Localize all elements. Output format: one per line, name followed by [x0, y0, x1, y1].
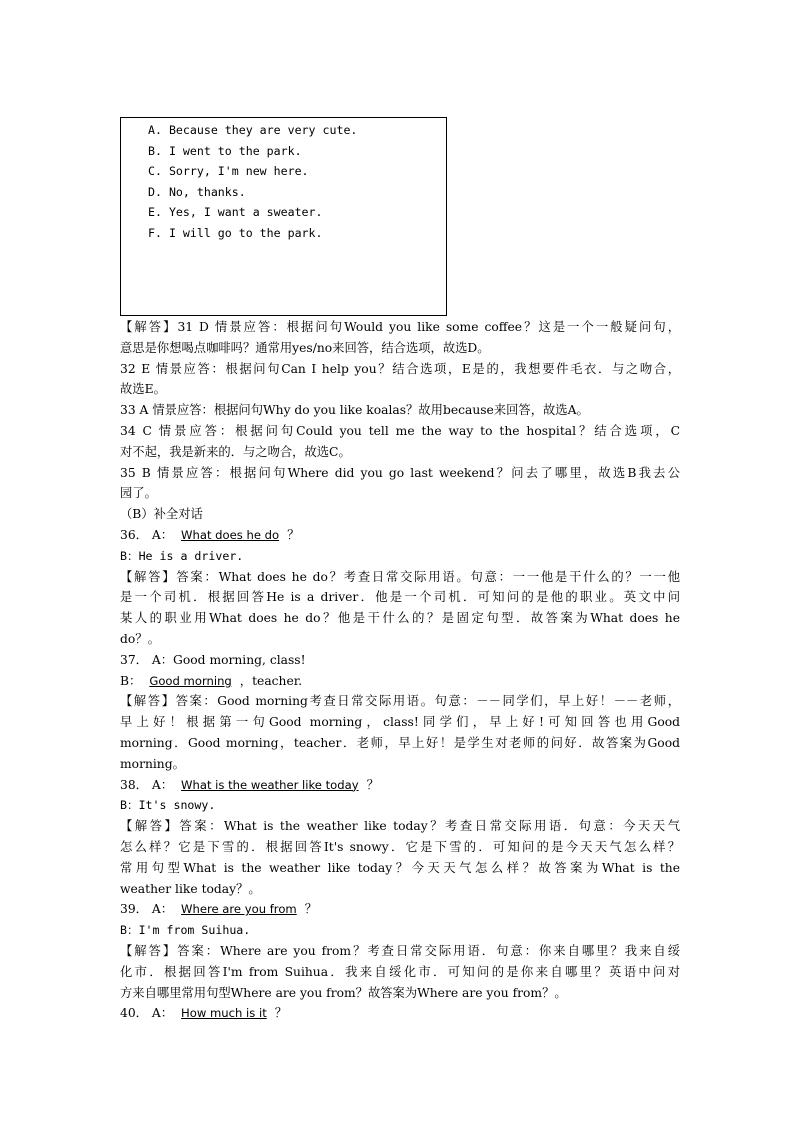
question-36 [120, 525, 680, 546]
answer-35-line-2: 园了。 [120, 486, 157, 501]
q38-suffix: ？ [366, 777, 379, 792]
q36-answer-blank: What does he do [181, 527, 280, 542]
explain-38-line-1: 【解答】答案：What is the weather like today？考查日常交际用语．句意：今天天气 [120, 819, 680, 834]
question-37: 37． A：Good morning, class! [120, 652, 306, 667]
q37-answer-blank: Good morning [149, 673, 232, 688]
q37-suffix: ，teacher. [239, 673, 303, 688]
question-38 [120, 775, 680, 796]
answer-34-line-1: 34 C 情景应答：根据问句Could you tell me the way to the hospital？结合选项，C [120, 423, 680, 438]
explain-37-line-1: 【解答】答案：Good morning考查日常交际用语。句意：－－同学们，早上好！－－老师， [120, 694, 680, 709]
explain-37-line-4: morning。 [120, 756, 185, 771]
answer-33-line: 33 A 情景应答：根据问句Why do you like koalas？故用because来回答，故选A。 [120, 403, 589, 418]
q36-suffix: ？ [287, 527, 300, 542]
explain-36-line-1: 【解答】答案：What does he do？考查日常交际用语。句意：一一他是干什么的？一一他 [120, 569, 680, 584]
q39-suffix: ？ [304, 902, 318, 917]
q36-prefix: 36． A： [120, 527, 174, 542]
q38-reply: B：It's snowy. [120, 798, 216, 813]
q37-prefix: B： [120, 673, 142, 688]
q39-prefix: 39． A： [120, 902, 174, 917]
q38-prefix: 38． A： [120, 777, 174, 792]
option-f: F. I will go to the park. [148, 225, 323, 240]
q40-answer-blank: How much is it [181, 1006, 267, 1021]
answer-32-line-2: 故选E。 [120, 382, 166, 397]
q36-reply: B：He is a driver. [120, 548, 244, 563]
q40-suffix: ？ [274, 1006, 288, 1021]
explain-36-line-2: 是一个司机．根据回答He is a driver．他是一个司机．可知问的是他的职业。英文中问 [120, 590, 680, 605]
option-a: A. Because they are very cute. [148, 123, 358, 137]
explain-39-line-3: 方来自哪里常用句型Where are you from？故答案为Where are you from？。 [120, 985, 567, 1000]
explain-39-line-2: 化市．根据回答I'm from Suihua．我来自绥化市．可知问的是你来自哪里？英语中问对 [120, 964, 680, 979]
explain-36-line-3: 某人的职业用What does he do？他是干什么的？是固定句型．故答案为What does he [120, 611, 680, 626]
q37-reply [120, 671, 680, 692]
answer-34-line-2: 对不起，我是新来的．与之吻合，故选C。 [120, 444, 351, 459]
explain-38-line-3: 常用句型What is the weather like today？今天天气怎么样？故答案为What is the [120, 860, 680, 875]
explain-38-line-2: 怎么样？它是下雪的．根据回答It's snowy．它是下雪的．可知问的是今天天气怎么样？ [120, 839, 680, 854]
option-d: D. No, thanks. [148, 184, 246, 199]
explain-39-line-1: 【解答】答案：Where are you from？考查日常交际用语．句意：你来自哪里？我来自绥 [120, 943, 680, 958]
answer-31-line-1: 【解答】31 D 情景应答：根据问句Would you like some coffee？这是一个一般疑问句， [120, 320, 680, 334]
answer-content [120, 317, 680, 1024]
q39-answer-blank: Where are you from [181, 902, 297, 917]
question-40 [120, 1003, 680, 1024]
section-b-heading: （B）补全对话 [120, 507, 203, 522]
explain-37-line-2: 早上好！根据第一句Good morning，class!同学们，早上好!可知回答也用Good [120, 715, 680, 730]
q40-prefix: 40． A： [120, 1006, 174, 1021]
question-39 [120, 899, 680, 920]
explain-37-line-3: morning．Good morning，teacher．老师，早上好！是学生对老师的问好．故答案为Good [120, 735, 680, 750]
options-box [120, 117, 447, 316]
q38-answer-blank: What is the weather like today [181, 777, 359, 792]
answer-35-line-1: 35 B 情景应答：根据问句Where did you go last weekend？问去了哪里，故选B我去公 [120, 465, 680, 480]
q39-reply: B：I'm from Suihua. [120, 923, 251, 938]
explain-38-line-4: weather like today？。 [120, 881, 261, 896]
answer-31-line-2: 意思是你想喝点咖啡吗？通常用yes/no来回答，结合选项，故选D。 [120, 340, 490, 355]
option-b: B. I went to the park. [148, 143, 302, 158]
option-e: E. Yes, I want a sweater. [148, 205, 323, 219]
option-c: C. Sorry, I'm new here. [148, 164, 309, 178]
explain-36-line-4: do？。 [120, 631, 160, 646]
answer-32-line-1: 32 E 情景应答：根据问句Can I help you？结合选项，E是的，我想要件毛衣．与之吻合， [120, 361, 680, 376]
